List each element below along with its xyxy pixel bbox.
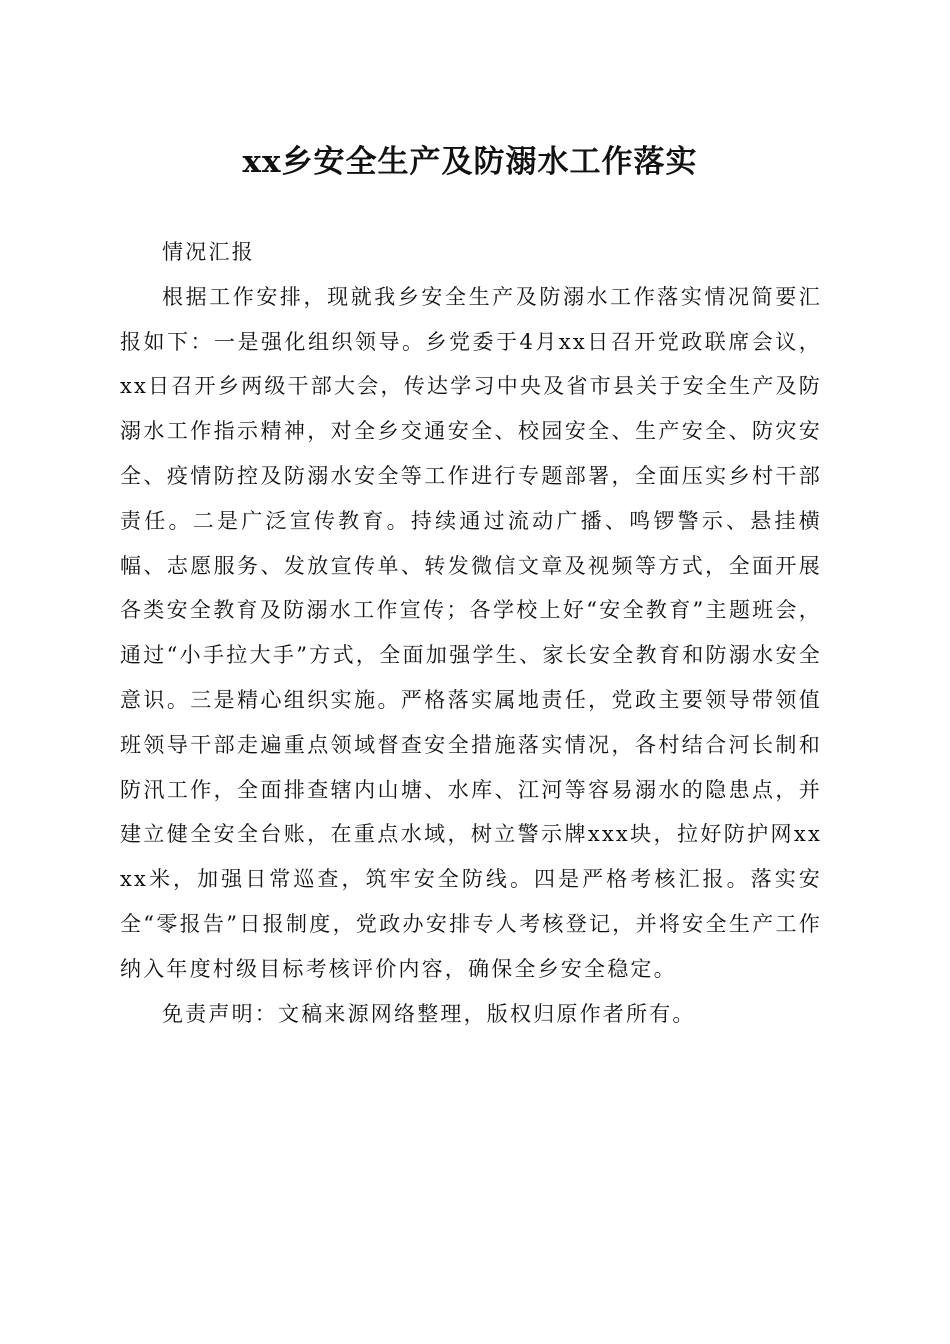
document-body-paragraph: 根据工作安排，现就我乡安全生产及防溺水工作落实情况简要汇报如下：一是强化组织领导。乡党委于4月xx日召开党政联席会议，xx日召开乡两级干部大会，传达学习中央及省市县关于安全生产及防溺水工作指示精神，对全乡交通安全、校园安全、生产安全、防灾安全、疫情防控及防溺水安全等工作进行专题部署，全面压实乡村干部责任。二是广泛宣传教育。持续通过流动广播、鸣锣警示、悬挂横幅、志愿服务、发放宣传单、转发微信文章及视频等方式，全面开展各类安全教育及防溺水工作宣传；各学校上好“安全教育”主题班会，通过“小手拉大手”方式，全面加强学生、家长安全教育和防溺水安全意识。三是精心组织实施。严格落实属地责任，党政主要领导带领值班领导干部走遍重点领域督查安全措施落实情况，各村结合河长制和防汛工作，全面排查辖内山塘、水库、江河等容易溺水的隐患点，并建立健全安全台账，在重点水域，树立警示牌xxx块，拉好防护网xxxx米，加强日常巡查，筑牢安全防线。四是严格考核汇报。落实安全“零报告”日报制度，党政办安排专人考核登记，并将安全生产工作纳入年度村级目标考核评价内容，确保全乡安全稳定。 [120,284,822,981]
document-title: xx乡安全生产及防溺水工作落实 [242,144,698,180]
disclaimer-text: 免责声明：文稿来源网络整理，版权归原作者所有。 [162,1001,696,1026]
document-content [120,230,822,1036]
document-subtitle: 情况汇报 [162,240,255,264]
